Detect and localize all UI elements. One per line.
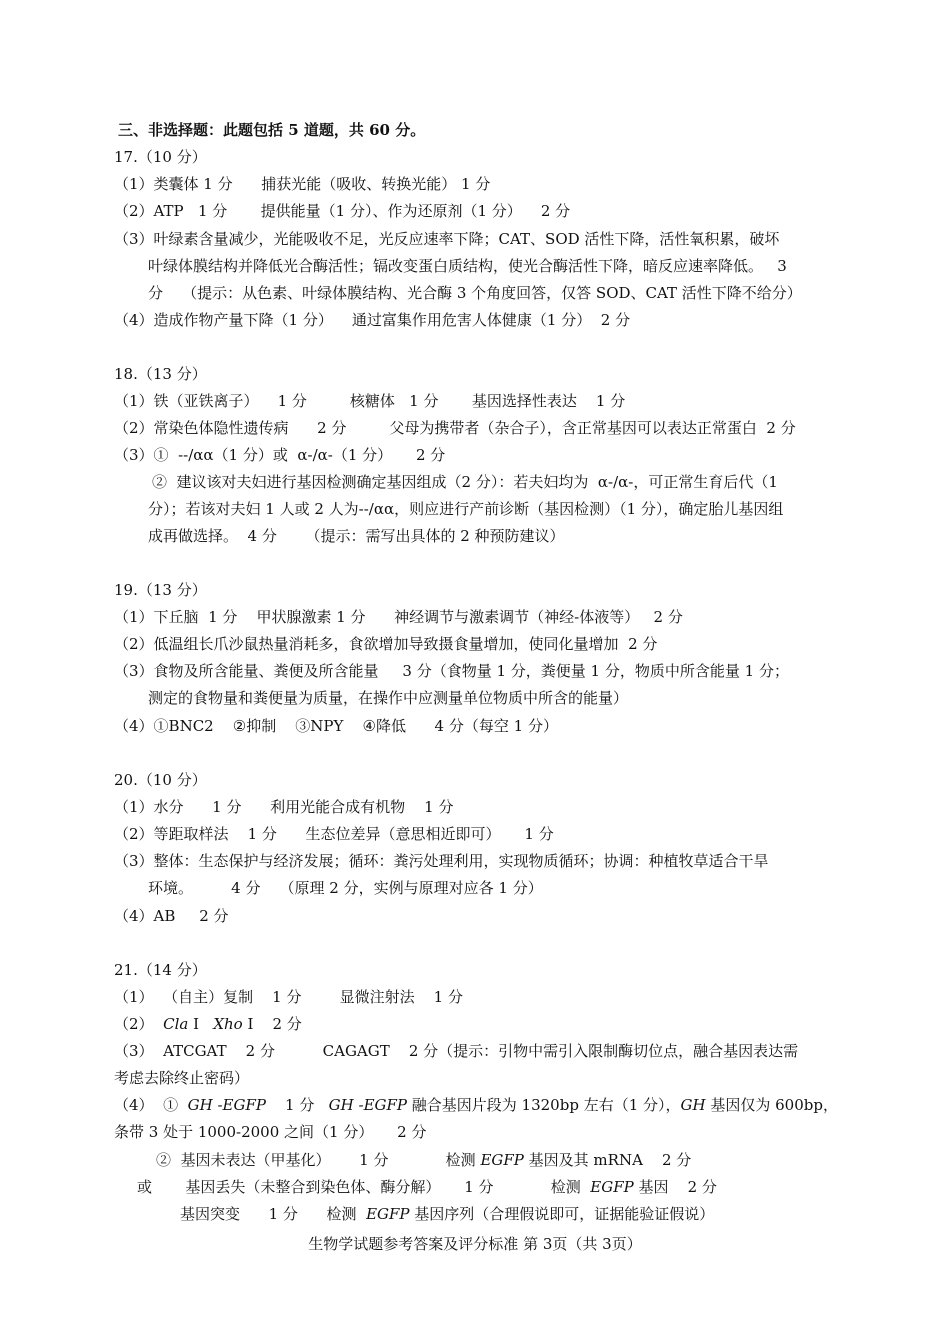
- q18-line-2: （2）常染色体隐性遗传病 2 分 父母为携带者（杂合子），含正常基因可以表达正常蛋白 2 分: [114, 419, 796, 437]
- q18-line-4: ② 建议该对夫妇进行基因检测确定基因组成（2 分）：若夫妇均为 α-/α-，可正常生育后代（1: [152, 473, 778, 491]
- q21-line-6: 条带 3 处于 1000-2000 之间（1 分） 2 分: [114, 1123, 427, 1141]
- q21-line-2: （2） Cla I Xho I 2 分: [114, 1015, 302, 1033]
- q18-line-1: （1）铁（亚铁离子） 1 分 核糖体 1 分 基因选择性表达 1 分: [114, 392, 626, 410]
- q20-line-1: （1）水分 1 分 利用光能合成有机物 1 分: [114, 798, 454, 816]
- q21-line-7: ② 基因未表达（甲基化） 1 分 检测 EGFP 基因及其 mRNA 2 分: [156, 1151, 692, 1169]
- q17-line-1: （1）类囊体 1 分 捕获光能（吸收、转换光能） 1 分: [114, 175, 491, 193]
- q20-title: 20.（10 分）: [114, 771, 207, 789]
- q20-line-2: （2）等距取样法 1 分 生态位差异（意思相近即可） 1 分: [114, 825, 554, 843]
- q17-line-4: 叶绿体膜结构并降低光合酶活性；镉改变蛋白质结构，使光合酶活性下降，暗反应速率降低。 3: [148, 257, 787, 275]
- q17-line-3: （3）叶绿素含量减少，光能吸收不足，光反应速率下降；CAT、SOD 活性下降，活性氧积累，破坏: [114, 230, 780, 248]
- q21-line-3: （3） ATCGAT 2 分 CAGAGT 2 分（提示：引物中需引入限制酶切位点，融合基因表达需: [114, 1042, 799, 1060]
- q19-line-5: （4）①BNC2 ②抑制 ③NPY ④降低 4 分（每空 1 分）: [114, 717, 558, 735]
- q18-line-3: （3）① --/αα（1 分）或 α-/α-（1 分） 2 分: [114, 446, 446, 464]
- q17-title: 17.（10 分）: [114, 148, 207, 166]
- q21-line-8: 或 基因丢失（未整合到染色体、酶分解） 1 分 检测 EGFP 基因 2 分: [137, 1178, 717, 1196]
- q20-line-3: （3）整体：生态保护与经济发展；循环：粪污处理利用，实现物质循环；协调：种植牧草适合干旱: [114, 852, 769, 870]
- q18-title: 18.（13 分）: [114, 365, 207, 383]
- q21-title: 21.（14 分）: [114, 961, 207, 979]
- q21-line-1: （1） （自主）复制 1 分 显微注射法 1 分: [114, 988, 463, 1006]
- q17-line-5: 分 （提示：从色素、叶绿体膜结构、光合酶 3 个角度回答，仅答 SOD、CAT 活性下降不给分）: [148, 284, 802, 302]
- q19-line-3: （3）食物及所含能量、粪便及所含能量 3 分（食物量 1 分，粪便量 1 分，物质中所含能量 1 分；: [114, 662, 789, 680]
- q19-title: 19.（13 分）: [114, 581, 207, 599]
- q21-line-5: （4） ① GH -EGFP 1 分 GH -EGFP 融合基因片段为 1320bp 左右（1 分），GH 基因仅为 600bp，: [114, 1096, 838, 1114]
- q21-line-4: 考虑去除终止密码）: [114, 1069, 250, 1087]
- q17-line-2: （2）ATP 1 分 提供能量（1 分）、作为还原剂（1 分） 2 分: [114, 202, 571, 220]
- q18-line-5: 分）；若该对夫妇 1 人或 2 人为--/αα，则应进行产前诊断（基因检测）（1 分），确定胎儿基因组: [148, 500, 784, 518]
- section-header: 三、非选择题：此题包括 5 道题，共 60 分。: [118, 121, 426, 139]
- q20-line-4: 环境。 4 分 （原理 2 分，实例与原理对应各 1 分）: [148, 879, 543, 897]
- q19-line-4: 测定的食物量和粪便量为质量，在操作中应测量单位物质中所含的能量）: [148, 689, 629, 707]
- q21-line-9: 基因突变 1 分 检测 EGFP 基因序列（合理假说即可，证据能验证假说）: [180, 1205, 715, 1223]
- q19-line-2: （2）低温组长爪沙鼠热量消耗多，食欲增加导致摄食量增加，使同化量增加 2 分: [114, 635, 658, 653]
- q19-line-1: （1）下丘脑 1 分 甲状腺激素 1 分 神经调节与激素调节（神经-体液等） 2 分: [114, 608, 683, 626]
- q17-line-6: （4）造成作物产量下降（1 分） 通过富集作用危害人体健康（1 分） 2 分: [114, 311, 631, 329]
- page-footer: 生物学试题参考答案及评分标准 第 3页（共 3页）: [308, 1235, 642, 1253]
- q20-line-5: （4）AB 2 分: [114, 907, 229, 925]
- q18-line-6: 成再做选择。 4 分 （提示：需写出具体的 2 种预防建议）: [148, 527, 565, 545]
